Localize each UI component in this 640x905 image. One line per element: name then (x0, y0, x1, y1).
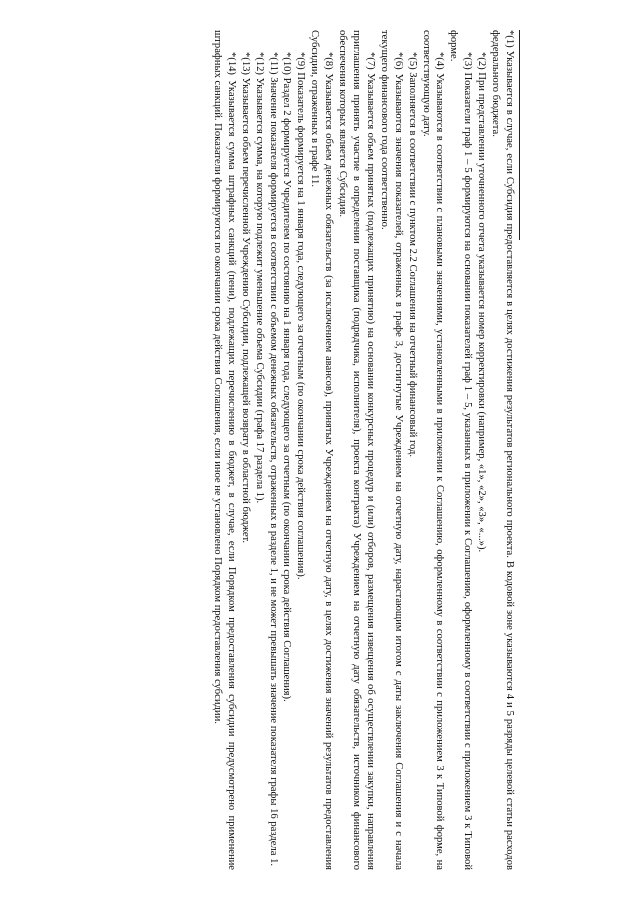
footnote-3: *(3) Показатели граф 1 – 5 формируются на основании показателей граф 1 – 5, указанных в приложении к Соглашению, оформленному в соответствии с приложением 3 к Типовой форме. (448, 30, 474, 870)
footnote-13: *(13) Указывается объем перечисленной Учреждению Субсидии, подлежащей возврату в областной бюджет. (239, 52, 251, 543)
footnote-8: *(8) Указывается объем денежных обязательств (за исключением авансов), принятых Учреждением на отчетную дату, в целях достижения значений результатов предоставления Субсидии, отраженных в графе 11. (309, 30, 335, 870)
footnote-4: *(4) Указываются в соответствии с плановыми значениями, установленными в приложении к Соглашению, оформленному в соответствии с приложением 3 к Типовой форме, на соответствующую дату. (420, 30, 446, 870)
footnote-12: *(12) Указывается сумма, на которую подлежит уменьшение объема Субсидии (графа 17 раздела 1). (253, 52, 265, 504)
footnote-11: *(11) Значение показателя формируется в соответствии с объемом денежных обязательств, отраженных в разделе 1, и не может превышать значение показателя графы 16 раздела 1. (267, 52, 279, 867)
footnote-separator (519, 30, 520, 240)
footnote-10: *(10) Раздел 2 формируется Учредителем по состоянию на 1 января года, следующего за отчетным (по окончании срока действия Соглашения). (281, 52, 293, 702)
footnote-14: *(14) Указывается сумма штрафных санкций (пени), подлежащих перечислению в бюджет, в случае, если Порядком предоставления субсидии предусмотрено применение штрафных санкций. Показатели формируются по окончании срока действия Соглашения, если иное не установлено Порядком предоставления субсидии. (211, 30, 237, 870)
footnote-5: *(5) Заполняется в соответствии с пунктом 2.2 Соглашения на отчетный финансовый год. (406, 52, 418, 458)
footnote-6: *(6) Указываются значения показателей, отраженных в графе 3, достигнутые Учреждением на отчетную дату, нарастающим итогом с даты заключения Соглашения и с начала текущего финансового года соответственно. (378, 30, 404, 870)
rotated-footnotes-block (190, 30, 520, 870)
footnote-7: *(7) Указывается объем принятых (подлежащих принятию) на основании конкурсных процедур и (или) отборов, размещения извещения об осуществлении закупки, направления приглашения принять участие в определении поставщика (подрядчика, исполнителя), проекта контракта) Учреждением на отчетную дату обязательств, источником финансового обеспечения которых является Субсидия. (337, 30, 376, 870)
footnote-9: *(9) Показатель формируется на 1 января года, следующего за отчетным (по окончании срока действия соглашения). (295, 52, 307, 580)
footnote-2: *(2) При представлении уточненного отчета указывается номер корректировки (например, «1», «2», «3», «...»). (476, 52, 488, 553)
footnote-1: *(1) Указывается в случае, если Субсидия предоставляется в целях достижения результатов регионального проекта. В кодовой зоне указываются 4 и 5 разряды целевой статьи расходов федерального бюджета. (490, 30, 515, 870)
